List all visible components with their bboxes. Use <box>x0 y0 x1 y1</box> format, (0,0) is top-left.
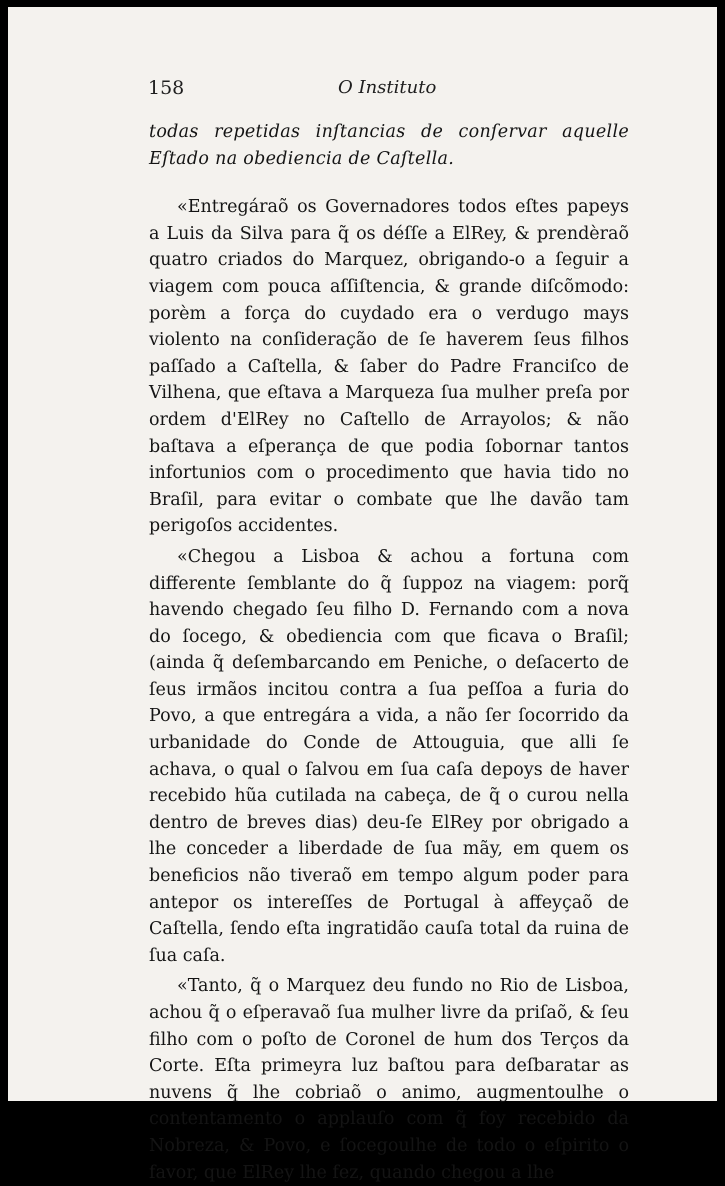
body-text <box>149 119 629 1186</box>
intro-italic-text: todas repetidas inſtancias de conſervar aquelle Eſtado na obediencia de Caſtella. <box>149 122 629 169</box>
book-page <box>8 7 717 1183</box>
paragraph-2: «Chegou a Lisboa & achou a fortuna com differente ſemblante do q̃ ſuppoz na viagem: porq̃ havendo chegado ſeu filho D. Fernando com a nova do ſocego, & obediencia com que ficava o Braſil; (ainda q̃ deſembarcando em Peniche, o deſacerto de ſeus irmãos incitou contra a ſua peſſoa a furia do Povo, a que entregára a vida, a não ſer ſocorrido da urbanidade do Conde de Attouguia, que alli ſe achava, o qual o ſalvou em ſua caſa depoys de haver recebido hũa cutilada na cabeça, de q̃ o curou nella dentro de breves dias) deu-ſe ElRey por obrigado a lhe conceder a liberdade de ſua mãy, em quem os beneficios não tiveraõ em tempo algum poder para antepor os intereſſes de Portugal à affeyçaõ de Caſtella, ſendo eſta ingratidão cauſa total da ruina de ſua caſa. <box>149 546 629 966</box>
paragraph-1: «Entregáraõ os Governadores todos eſtes papeys a Luis da Silva para q̃ os déſſe a ElRey, & prendèraõ quatro criados do Marquez, obrigando-o a ſeguir a viagem com pouca aſſiſtencia, & grande diſcõmodo: porèm a força do cuydado era o verdugo mays violento na conſideração de ſe haverem ſeus filhos paſſado a Caſtella, & ſaber do Padre Franciſco de Vilhena, que eſtava a Marqueza ſua mulher preſa por ordem d'ElRey no Caſtello de Arrayolos; & não baſtava a eſperança de que podia ſobornar tantos infortunios com o procedimento que havia tido no Braſil, para evitar o combate que lhe davão tam perigoſos accidentes. <box>149 197 629 537</box>
page-number: 158 <box>148 77 185 99</box>
journal-title: O Instituto <box>338 77 437 98</box>
running-head <box>8 77 717 107</box>
paragraph-3: «Tanto, q̃ o Marquez deu fundo no Rio de Lisboa, achou q̃ o eſperavaõ ſua mulher livre da priſaõ, & ſeu filho com o poſto de Coronel de hum dos Terços da Corte. Eſta primeyra luz baſtou para deſbaratar as nuvens q̃ lhe cobriaõ o animo, augmentoulhe o contentamento o applauſo com q̃ foy recebido da Nobreza, & Povo, e ſocegoulhe de todo o eſpirito o favor, que ElRey lhe fez, quando chegou a lhe <box>149 976 629 1183</box>
